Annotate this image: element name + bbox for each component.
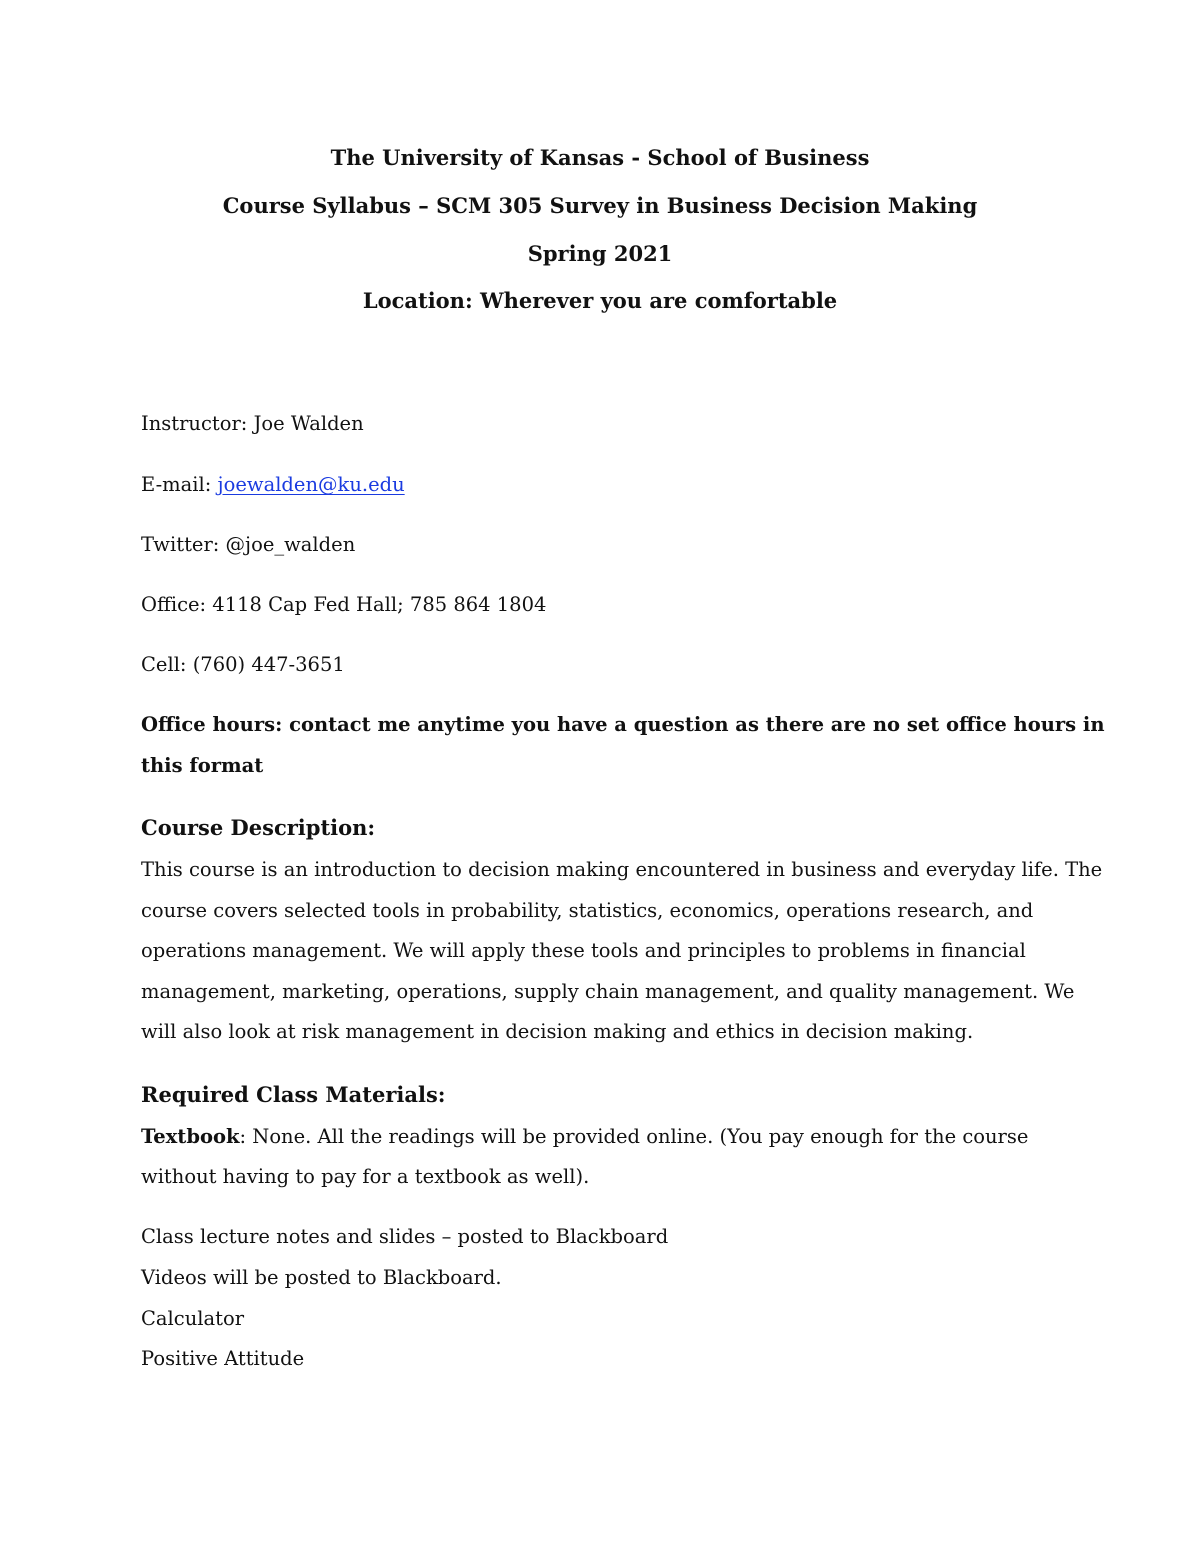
course-description-line: course covers selected tools in probability, statistics, economics, operations research, and xyxy=(141,899,1034,922)
textbook-text: : None. All the readings will be provided online. (You pay enough for the course xyxy=(239,1125,1029,1148)
course-description-line: operations management. We will apply these tools and principles to problems in financial xyxy=(141,939,1026,962)
instructor-line: Instructor: Joe Walden xyxy=(141,412,364,435)
office-hours-line-1: Office hours: contact me anytime you have a question as there are no set office hours in xyxy=(141,713,1105,736)
twitter-line: Twitter: @joe_walden xyxy=(141,533,356,556)
semester: Spring 2021 xyxy=(527,241,673,266)
materials-item: Positive Attitude xyxy=(141,1347,305,1370)
materials-item: Calculator xyxy=(141,1307,245,1330)
materials-item: Class lecture notes and slides – posted to Blackboard xyxy=(141,1225,669,1248)
location: Location: Wherever you are comfortable xyxy=(362,288,838,313)
email-label: E-mail: xyxy=(141,473,218,496)
textbook-line-1 xyxy=(141,1127,1071,1147)
course-description-line: This course is an introduction to decision making encountered in business and everyday life. The xyxy=(141,858,1103,881)
course-title: Course Syllabus – SCM 305 Survey in Business Decision Making xyxy=(222,193,978,218)
office-hours-line-2: this format xyxy=(141,754,264,777)
course-description-line: management, marketing, operations, supply chain management, and quality management. We xyxy=(141,980,1075,1003)
course-description-line: will also look at risk management in decision making and ethics in decision making. xyxy=(141,1020,974,1043)
email-link[interactable]: joewalden@ku.edu xyxy=(217,473,405,496)
materials-item: Videos will be posted to Blackboard. xyxy=(141,1266,502,1289)
textbook-line-2: without having to pay for a textbook as well). xyxy=(141,1165,590,1188)
office-line: Office: 4118 Cap Fed Hall; 785 864 1804 xyxy=(141,593,547,616)
course-description-heading: Course Description: xyxy=(141,815,376,840)
materials-heading: Required Class Materials: xyxy=(141,1082,446,1107)
textbook-label: Textbook xyxy=(141,1125,240,1148)
university-title: The University of Kansas - School of Business xyxy=(330,145,870,170)
cell-line: Cell: (760) 447-3651 xyxy=(141,653,345,676)
email-line xyxy=(141,475,1071,495)
